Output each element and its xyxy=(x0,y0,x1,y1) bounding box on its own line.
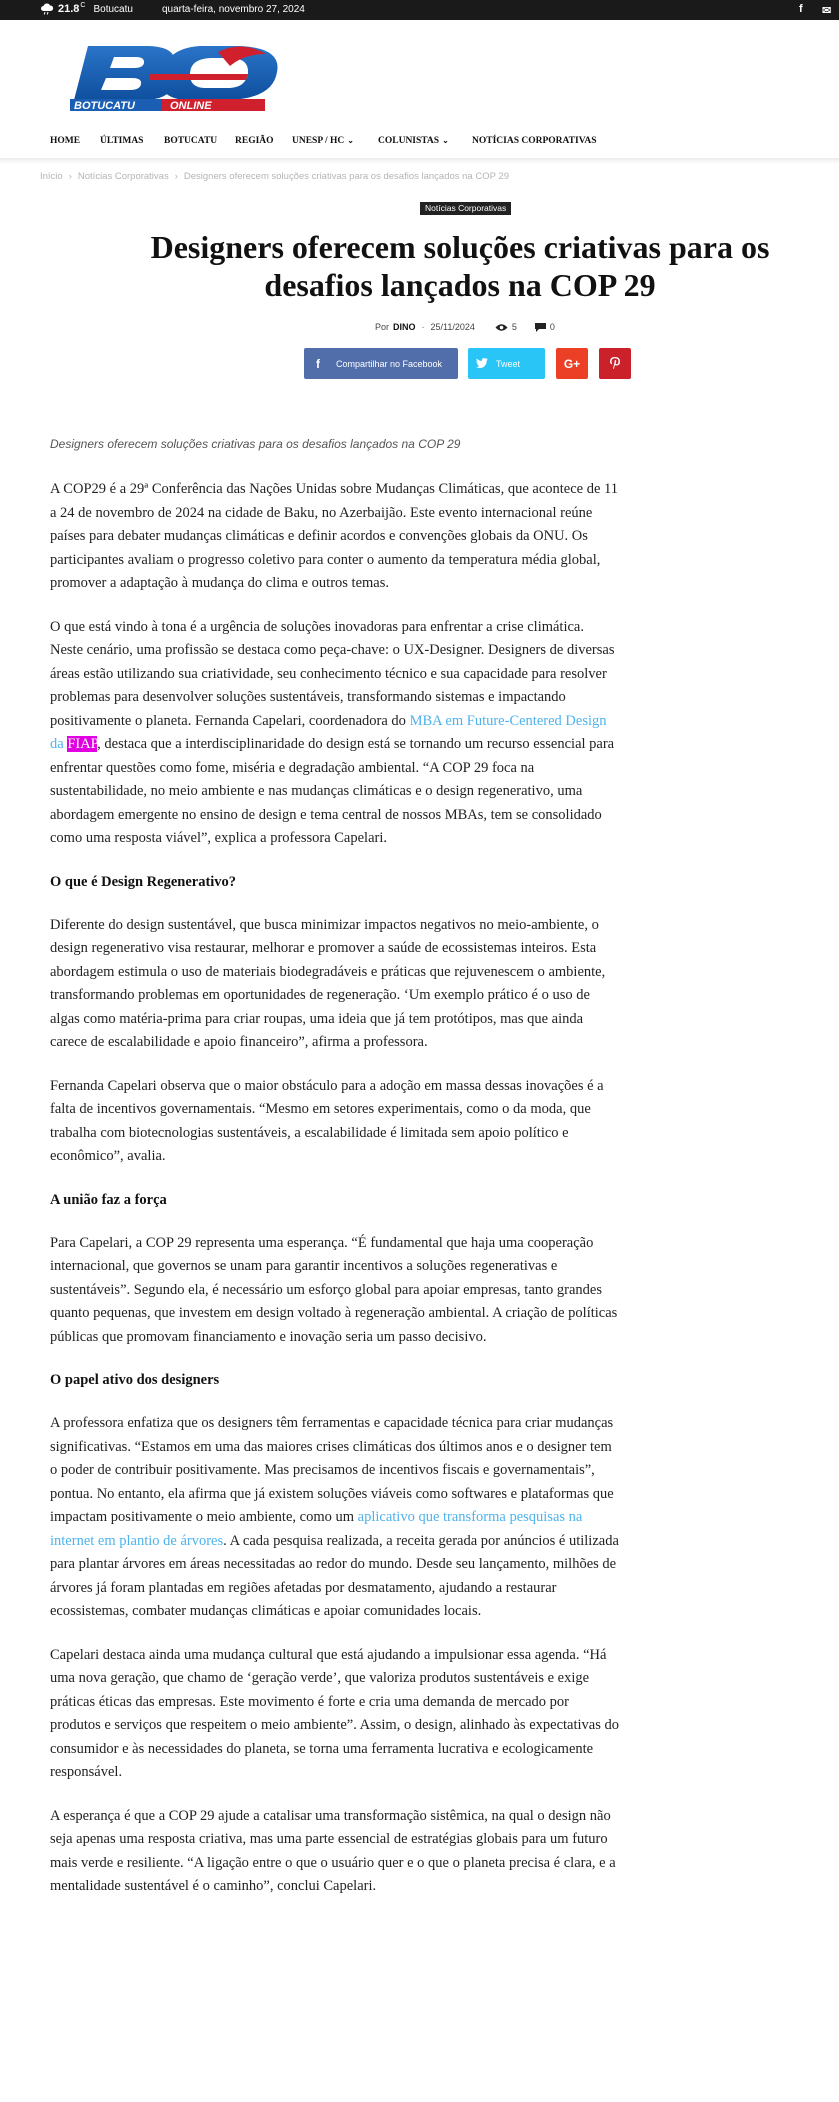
nav-item-noticias-corporativas[interactable] xyxy=(472,136,597,146)
nav-label: UNESP / HC xyxy=(292,136,345,146)
section-heading: A união faz a força xyxy=(50,1191,167,1208)
nav-label: NOTÍCIAS CORPORATIVAS xyxy=(472,136,597,146)
share-twitter-button[interactable] xyxy=(468,348,545,379)
article-title: Designers oferecem soluções criativas para os desafios lançados na COP 29 xyxy=(150,229,770,303)
comment-count[interactable] xyxy=(535,322,555,332)
app-tree-planting-link[interactable]: aplicativo que transforma pesquisas na internet em plantio de árvores xyxy=(50,1509,583,1549)
paragraph-text: Fernanda Capelari observa que o maior obstáculo para a adoção em massa dessas inovações é a falta de incentivos governamentais. “Mesmo em setores experimentais, como o da moda, que trabalha com biotecnologias sustentáveis, a escalabilidade é limitada sem apoio político e econômico”, avalia. xyxy=(50,1077,604,1164)
article-meta xyxy=(375,322,555,332)
twitter-icon xyxy=(468,357,496,371)
breadcrumb-separator: › xyxy=(68,171,72,182)
share-twitter-label: Tweet xyxy=(496,358,521,369)
breadcrumb xyxy=(40,171,509,182)
section-heading: O papel ativo dos designers xyxy=(50,1372,220,1388)
view-count-value: 5 xyxy=(511,322,517,332)
top-bar xyxy=(0,0,839,20)
breadcrumb-section[interactable]: Notícias Corporativas xyxy=(77,171,169,182)
paragraph xyxy=(50,1412,620,1624)
temperature-value: 21.8 xyxy=(58,3,80,15)
paragraph xyxy=(50,478,620,596)
paragraph-text: . A cada pesquisa realizada, a receita gerada por anúncios é utilizada para plantar árvores em áreas necessitadas ao redor do mundo. Desde seu lançamento, milhões de árvores já foram plantadas em regiões afetadas por desmatamento, ajudando a restaurar ecossistemas, combater mudanças climáticas e apoiar comunidades locais. xyxy=(50,1532,619,1619)
cloud-rain-icon xyxy=(40,3,54,15)
author-name[interactable]: DINO xyxy=(393,322,416,332)
share-facebook-button[interactable] xyxy=(304,348,458,379)
paragraph xyxy=(50,1805,620,1899)
share-facebook-label: Compartilhar no Facebook xyxy=(336,358,443,369)
nav-label: COLUNISTAS xyxy=(378,136,440,146)
paragraph xyxy=(50,616,620,851)
eye-icon xyxy=(495,323,508,332)
comment-count-value: 0 xyxy=(549,322,555,332)
mba-link-text: MBA em Future-Centered Design da xyxy=(50,712,607,752)
nav-item-regiao[interactable] xyxy=(235,136,274,146)
weather-city: Botucatu xyxy=(93,3,133,15)
nav-divider xyxy=(0,158,839,164)
chevron-down-icon: ⌄ xyxy=(442,136,449,145)
logo-text-left: BOTUCATU xyxy=(74,100,135,112)
share-pinterest-button[interactable] xyxy=(599,348,631,379)
main-nav xyxy=(0,128,839,156)
paragraph xyxy=(50,1232,620,1350)
nav-label: HOME xyxy=(50,136,81,146)
nav-label: BOTUCATU xyxy=(164,136,218,146)
site-logo[interactable] xyxy=(70,44,280,112)
paragraph-text: O que está vindo à tona é a urgência de soluções inovadoras para enfrentar a crise climática. Neste cenário, uma profissão se destaca como peça-chave: o UX-Designer. Designers de diversas áreas estão utilizando sua criatividade, seu conhecimento técnico e sua capacidade para resolver problemas para desenvolver soluções sustentáveis, transformando sistemas e impactando positivamente o planeta. Fernanda Capelari, coordenadora do xyxy=(50,618,615,729)
facebook-icon[interactable]: f xyxy=(799,3,803,15)
mail-icon[interactable]: ✉ xyxy=(822,5,832,17)
section-heading: O que é Design Regenerativo? xyxy=(50,873,237,890)
author-prefix: Por xyxy=(375,322,390,332)
paragraph-text: , destaca que a interdisciplinaridade do design está se tornando um recurso essencial para enfrentar questões como fome, miséria e degradação ambiental. “A COP 29 foca na sustentabilidade, no meio ambiente e nas mudanças climáticas e o design regenerativo, uma abordagem emergente no ensino de design e tema central de nossos MBAs, tem se consolidado como uma resposta viável”, explica a professora Capelari. xyxy=(50,736,615,846)
publish-date: 25/11/2024 xyxy=(430,322,475,332)
logo-text-right: ONLINE xyxy=(170,100,212,112)
weather-widget xyxy=(40,3,133,15)
image-caption: Designers oferecem soluções criativas para os desafios lançados na COP 29 xyxy=(50,437,461,451)
paragraph-text: A professora enfatiza que os designers têm ferramentas e capacidade técnica para criar mudanças significativas. “Estamos em uma das maiores crises climáticas dos últimos anos e o designer tem o poder de contribuir positivamente. Mas precisamos de incentivos fiscais e governamentais”, pontua. No entanto, ela afirma que já existem soluções viáveis como softwares e plataformas que impactam positivamente o meio ambiente, como um xyxy=(50,1415,614,1525)
comment-icon xyxy=(535,323,546,332)
paragraph xyxy=(50,1075,620,1169)
fiap-highlight: FIAP xyxy=(67,736,98,752)
nav-label: ÚLTIMAS xyxy=(100,136,144,146)
paragraph xyxy=(50,914,620,1055)
nav-label: REGIÃO xyxy=(235,136,274,146)
current-date: quarta-feira, novembro 27, 2024 xyxy=(162,4,305,15)
nav-item-unesp-hc[interactable] xyxy=(292,136,354,146)
breadcrumb-home[interactable]: Início xyxy=(40,171,63,182)
paragraph-text: Capelari destaca ainda uma mudança cultural que está ajudando a impulsionar essa agenda. “Há uma nova geração, que chamo de ‘geração verde’, que valoriza produtos sustentáveis e exige práticas éticas das empresas. Este movimento é forte e cria uma demanda de mercado por produtos e serviços que respeitem o meio ambiente”. Assim, o design, alinhado às expectativas do consumidor e às necessidades do planeta, se torna uma ferramenta lucrativa e ecologicamente responsável. xyxy=(50,1646,619,1780)
breadcrumb-separator: › xyxy=(174,171,178,182)
article-body xyxy=(50,436,620,1919)
paragraph-text: A COP29 é a 29ª Conferência das Nações Unidas sobre Mudanças Climáticas, que acontece de 11 a 24 de novembro de 2024 na cidade de Baku, no Azerbaijão. Este evento internacional reúne países para debater mudanças climáticas e definir acordos e convenções globais da ONU. Os participantes avaliam o progresso coletivo para conter o aumento da temperatura média global, promover a adaptação à mudança do clima e outros temas. xyxy=(50,481,618,591)
nav-item-colunistas[interactable] xyxy=(378,136,449,146)
nav-item-botucatu[interactable] xyxy=(164,136,217,146)
nav-item-home[interactable] xyxy=(50,136,80,146)
paragraph-text: Para Capelari, a COP 29 representa uma esperança. “É fundamental que haja uma cooperação internacional, que governos se unam para garantir incentivos a soluções regenerativas e sustentáveis”. Segundo ela, é necessário um esforço global para apoiar empresas, tanto grandes quanto pequenas, que investem em design voltado à regeneração ambiental. A criação de políticas públicas que promovam financiamento e inovação seria um passo decisivo. xyxy=(50,1234,618,1345)
breadcrumb-current: Designers oferecem soluções criativas para os desafios lançados na COP 29 xyxy=(183,171,509,182)
view-count xyxy=(495,322,517,332)
paragraph-text: Diferente do design sustentável, que busca minimizar impactos negativos no meio-ambiente, o design regenerativo visa restaurar, melhorar e promover a saúde de ecossistemas inteiros. Esta abordagem estimula o uso de materiais biodegradáveis e práticas que rejuvenescem o ambiente, transformando problemas em oportunidades de regeneração. ‘Um exemplo prático é o uso de algas como matéria-prima para criar roupas, uma ideia que já tem protótipos, mas que ainda carece de escalabilidade e apoio financeiro”, afirma a professora. xyxy=(50,916,606,1050)
logo-graphic xyxy=(70,44,280,112)
facebook-icon: f xyxy=(316,356,320,371)
paragraph-text: A esperança é que a COP 29 ajude a catalisar uma transformação sistêmica, na qual o design não seja apenas uma resposta criativa, mas uma parte essencial de estratégias globais para um futuro mais verde e resiliente. “A ligação entre o que o usuário quer e o que o planeta precisa é clara, e a mentalidade sustentável é o caminho”, conclui Capelari. xyxy=(50,1807,616,1894)
meta-separator: - xyxy=(421,322,425,332)
chevron-down-icon: ⌄ xyxy=(347,136,354,145)
nav-item-ultimas[interactable] xyxy=(100,136,143,146)
googleplus-icon: G+ xyxy=(563,356,581,371)
temperature-unit: C xyxy=(80,1,86,9)
paragraph xyxy=(50,1644,620,1785)
share-googleplus-button[interactable] xyxy=(556,348,588,379)
pinterest-icon xyxy=(610,357,620,370)
category-badge[interactable]: Notícias Corporativas xyxy=(420,202,511,215)
